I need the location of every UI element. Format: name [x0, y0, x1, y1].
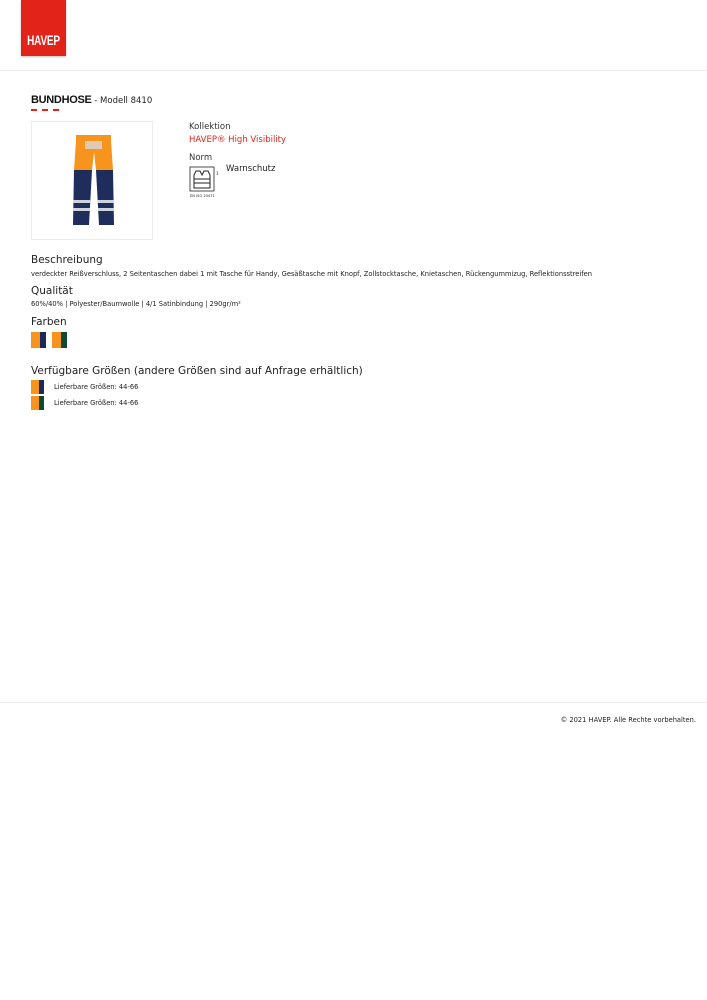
- copyright-text: © 2021 HAVEP. Alle Rechte vorbehalten.: [560, 716, 696, 724]
- title-accent-dashes: [31, 109, 59, 111]
- hi-vis-vest-pictogram-icon: [189, 166, 221, 200]
- norm-caption: EN ISO 20471: [190, 194, 215, 198]
- norm-label: Norm: [189, 153, 213, 163]
- havep-logo[interactable]: [21, 0, 66, 56]
- description-text: verdeckter Reißverschluss, 2 Seitentaschen dabei 1 mit Tasche für Handy, Gesäßtasche mit Knopf, Zollstocktasche, Knietaschen, Rückengummizug, Reflektionsstreifen: [31, 270, 592, 278]
- color-swatch-orange-green[interactable]: [52, 332, 67, 348]
- quality-text: 60%/40% | Polyester/Baumwolle | 4/1 Satinbindung | 290gr/m²: [31, 300, 241, 308]
- collection-link[interactable]: HAVEP® High Visibility: [189, 135, 287, 145]
- size-availability-text: Lieferbare Größen: 44-66: [54, 399, 139, 407]
- product-title: [31, 94, 152, 106]
- norm-badge: [189, 166, 221, 200]
- size-color-swatch-orange-green: [31, 396, 44, 410]
- footer-divider: [0, 702, 707, 703]
- sizes-heading: Verfügbare Größen (andere Größen sind auf Anfrage erhältlich): [31, 365, 363, 377]
- quality-heading: Qualität: [31, 285, 73, 297]
- header-divider: [0, 70, 707, 71]
- collection-label: Kollektion: [189, 122, 231, 132]
- size-availability-text: Lieferbare Größen: 44-66: [54, 383, 139, 391]
- product-name: BUNDHOSE: [31, 94, 92, 106]
- product-image[interactable]: [31, 121, 153, 240]
- color-swatch-orange-navy[interactable]: [31, 332, 46, 348]
- norm-class-number: 1: [216, 171, 219, 176]
- hi-vis-trousers-icon: [32, 122, 154, 241]
- colors-heading: Farben: [31, 316, 67, 328]
- logo-text: HAVEP: [27, 34, 60, 49]
- product-model: - Modell 8410: [91, 96, 153, 106]
- size-color-swatch-orange-navy: [31, 380, 44, 394]
- description-heading: Beschreibung: [31, 254, 103, 266]
- norm-value: Warnschutz: [226, 164, 276, 174]
